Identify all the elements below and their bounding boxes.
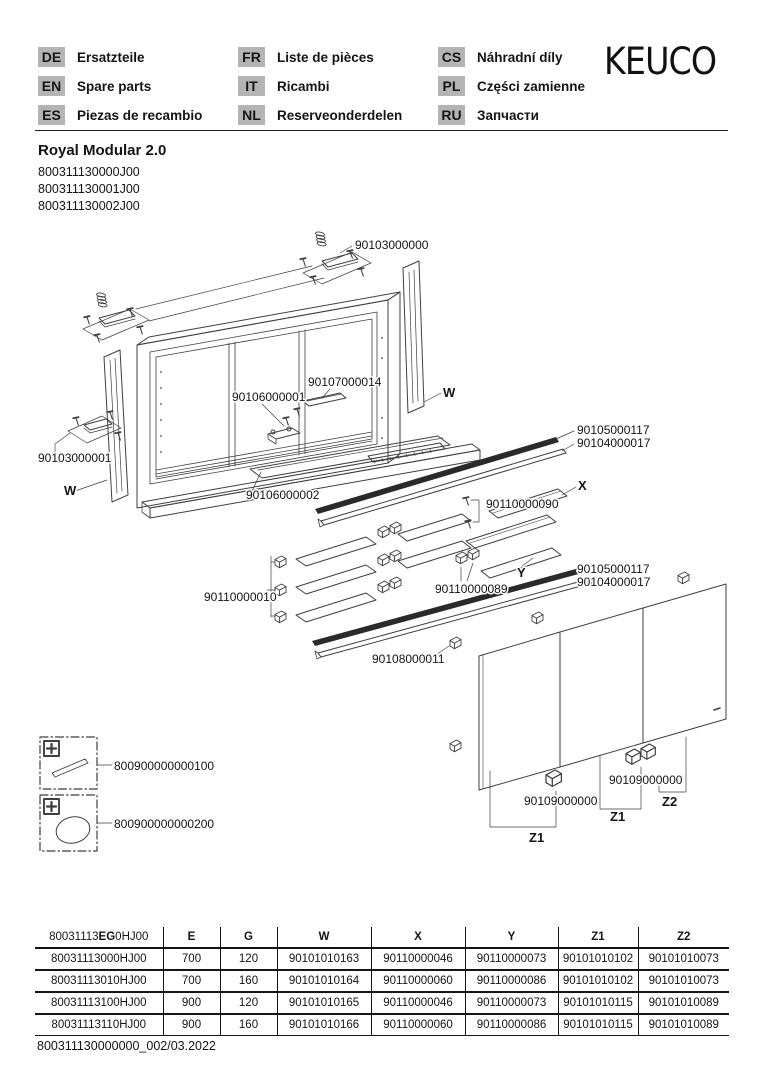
language-item-en <box>38 76 151 96</box>
language-badge-cs: CS <box>438 47 465 67</box>
language-badge-it: IT <box>238 76 265 96</box>
part-label-bracket-top: 90103000000 <box>355 238 429 252</box>
language-label-pl: Części zamienne <box>477 78 586 94</box>
table-cell: 700 <box>163 970 220 992</box>
part-label-rail-clip: 90108000011 <box>372 652 445 666</box>
table-row <box>35 1014 729 1036</box>
table-cell: 90101010165 <box>277 992 371 1014</box>
title-block <box>38 142 166 215</box>
table-cell: 160 <box>220 970 277 992</box>
mounting-bracket-top-left <box>83 292 149 342</box>
table-cell: 90110000073 <box>465 992 558 1014</box>
language-label-es: Piezas de recambio <box>77 107 203 123</box>
table-cell: 90101010073 <box>638 970 729 992</box>
plus-icon <box>44 799 59 814</box>
table-cell: 90101010073 <box>638 948 729 970</box>
col-header-x: X <box>371 927 465 948</box>
model-number: 800311130000J00 <box>38 165 140 179</box>
plus-icon <box>44 741 59 756</box>
light-rail-upper <box>315 431 574 527</box>
doc-code: 800311130000000_002/03.2022 <box>37 1039 216 1053</box>
table-cell: 90101010164 <box>277 970 371 992</box>
table-cell: 900 <box>163 992 220 1014</box>
table-cell: 90110000073 <box>465 948 558 970</box>
model-code-bold: EG <box>98 931 116 943</box>
alignment-lines <box>136 266 324 321</box>
col-header-z2: Z2 <box>638 927 729 948</box>
table-cell: 90101010115 <box>558 1014 638 1036</box>
door-slider-mechanism <box>268 415 300 444</box>
side-panel-left <box>104 350 128 502</box>
table-cell: 90110000060 <box>371 970 465 992</box>
language-badge-ru: RU <box>438 105 465 125</box>
language-item-fr <box>238 47 374 67</box>
part-label-rail-light-1: 90104000017 <box>577 436 651 450</box>
dimension-label-y: Y <box>517 565 526 580</box>
part-label-bottom-tray: 90106000002 <box>246 488 320 502</box>
mirror-doors <box>479 584 726 790</box>
dimension-label-w-right: W <box>443 385 456 400</box>
parts-table <box>35 927 729 1036</box>
part-label-rail-dark-1: 90105000117 <box>577 423 650 437</box>
model-number: 800311130001J00 <box>38 182 140 196</box>
table-cell: 90110000046 <box>371 992 465 1014</box>
language-item-it <box>238 76 330 96</box>
col-header-e: E <box>163 927 220 948</box>
model-code-suffix: 0HJ00 <box>115 931 149 943</box>
dimension-label-z1-b: Z1 <box>610 809 626 824</box>
keuco-logo: KEUCO <box>604 40 717 83</box>
language-label-fr: Liste de pièces <box>277 49 374 65</box>
table-cell: 160 <box>220 1014 277 1036</box>
table-cell: 90101010163 <box>277 948 371 970</box>
col-header-y: Y <box>465 927 558 948</box>
exploded-diagram <box>0 218 763 875</box>
table-cell: 90110000086 <box>465 1014 558 1036</box>
table-cell: 90110000086 <box>465 970 558 992</box>
language-item-nl <box>238 105 402 125</box>
table-cell: 90110000060 <box>371 1014 465 1036</box>
header-rule <box>35 130 728 131</box>
language-label-nl: Reserveonderdelen <box>277 107 403 123</box>
part-label-shelf-clips-mid: 90110000089 <box>435 582 508 596</box>
part-label-accessory-strip: 800900000000100 <box>114 759 215 773</box>
dimension-label-x: X <box>578 478 587 493</box>
table-cell: 90101010102 <box>558 970 638 992</box>
language-badge-en: EN <box>38 76 65 96</box>
accessory-box-mirror <box>40 795 112 851</box>
language-badge-nl: NL <box>238 105 265 125</box>
col-header-z1: Z1 <box>558 927 638 948</box>
language-label-it: Ricambi <box>277 78 330 94</box>
product-title: Royal Modular 2.0 <box>38 142 167 159</box>
table-cell: 120 <box>220 948 277 970</box>
part-label-slider: 90106000001 <box>232 390 306 404</box>
language-label-en: Spare parts <box>77 78 152 94</box>
table-cell: 90101010089 <box>638 1014 729 1036</box>
part-label-rail-light-2: 90104000017 <box>577 575 651 589</box>
table-cell: 90101010102 <box>558 948 638 970</box>
language-label-de: Ersatzteile <box>77 49 145 65</box>
language-badge-es: ES <box>38 105 65 125</box>
table-header-row <box>35 927 729 948</box>
side-panel-right <box>403 261 424 413</box>
table-cell: 80031113000HJ00 <box>35 948 163 970</box>
dimension-label-z1-a: Z1 <box>529 830 545 845</box>
language-item-es <box>38 105 202 125</box>
table-cell: 80031113110HJ00 <box>35 1014 163 1036</box>
col-header-w: W <box>277 927 371 948</box>
table-cell: 90101010166 <box>277 1014 371 1036</box>
part-label-accessory-mirror: 800900000000200 <box>114 817 215 831</box>
table-cell: 80031113100HJ00 <box>35 992 163 1014</box>
col-header-g: G <box>220 927 277 948</box>
language-badge-pl: PL <box>438 76 465 96</box>
part-label-bracket-left: 90103000001 <box>38 451 112 465</box>
table-row <box>35 948 729 970</box>
language-item-ru <box>438 105 539 125</box>
table-row <box>35 970 729 992</box>
table-cell: 90101010115 <box>558 992 638 1014</box>
table-cell: 90110000046 <box>371 948 465 970</box>
language-item-cs <box>438 47 563 67</box>
language-label-ru: Запчасти <box>477 107 539 123</box>
part-label-shelf-clips-left: 90110000010 <box>204 590 277 604</box>
table-cell: 700 <box>163 948 220 970</box>
parts-table-container <box>35 927 729 1036</box>
part-label-door-damper-1: 90109000000 <box>524 794 598 808</box>
dimension-label-z2: Z2 <box>662 794 678 809</box>
accessory-box-strip <box>40 737 112 789</box>
table-cell: 900 <box>163 1014 220 1036</box>
language-badge-de: DE <box>38 47 65 67</box>
language-badge-fr: FR <box>238 47 265 67</box>
table-cell: 120 <box>220 992 277 1014</box>
model-code-prefix: 80031113 <box>49 931 99 943</box>
table-cell: 80031113010HJ00 <box>35 970 163 992</box>
language-item-pl <box>438 76 585 96</box>
language-item-de <box>38 47 145 67</box>
language-label-cs: Náhradní díly <box>477 49 563 65</box>
table-cell: 90101010089 <box>638 992 729 1014</box>
part-label-shelf-screws: 90110000090 <box>486 497 559 511</box>
model-number: 800311130002J00 <box>38 199 140 213</box>
col-header-model <box>35 927 163 948</box>
table-row <box>35 992 729 1014</box>
part-label-rail-dark-2: 90105000117 <box>577 562 650 576</box>
part-label-led-driver: 90107000014 <box>308 375 382 389</box>
dimension-label-w-left: W <box>64 483 77 498</box>
part-label-door-damper-2: 90109000000 <box>609 773 683 787</box>
